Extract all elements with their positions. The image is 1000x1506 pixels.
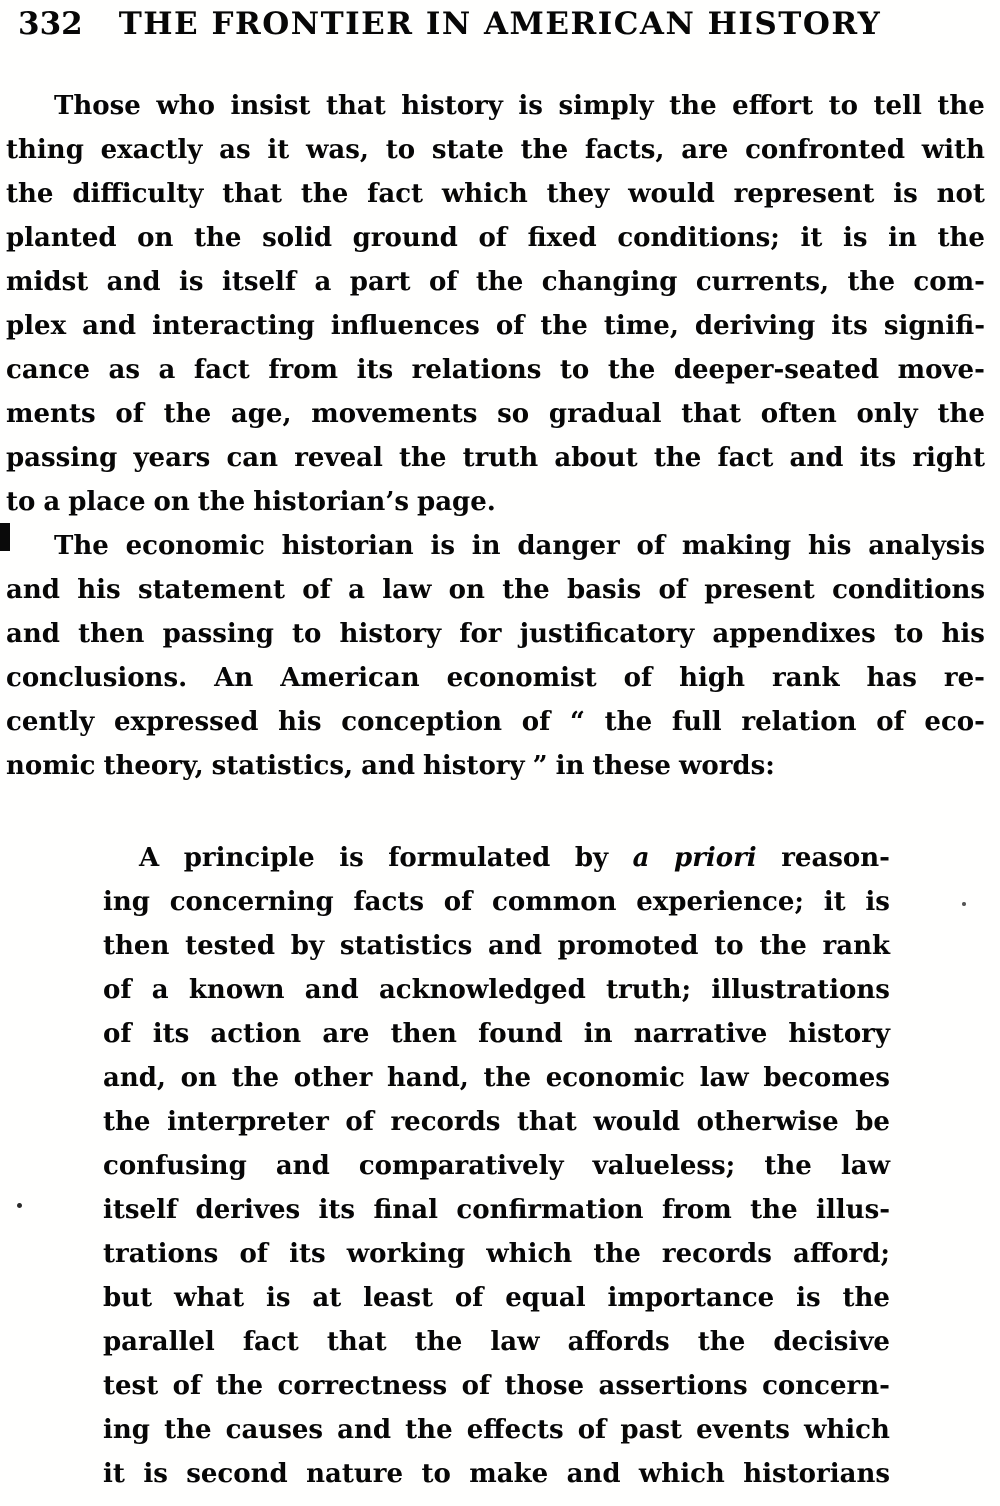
page-body [6, 84, 985, 1496]
text-line: midst and is itself a part of the changing currents, the com- [6, 267, 985, 297]
text-line: passing years can reveal the truth about the fact and its right [6, 443, 985, 473]
text-line: of a known and acknowledged truth; illustrations [103, 975, 890, 1005]
text-line: and, on the other hand, the economic law becomes [103, 1063, 890, 1093]
text-line: thing exactly as it was, to state the facts, are confronted with [6, 135, 985, 165]
text-line: ments of the age, movements so gradual that often only the [6, 399, 985, 429]
text-line: A principle is formulated by a priori reason- [139, 843, 890, 873]
text-line: planted on the solid ground of fixed conditions; it is in the [6, 223, 985, 253]
text-line: of its action are then found in narrative history [103, 1019, 890, 1049]
text-line: cently expressed his conception of “ the full relation of eco- [6, 707, 985, 737]
running-title: THE FRONTIER IN AMERICAN HISTORY [118, 6, 882, 42]
text-line: the difficulty that the fact which they would represent is not [6, 179, 985, 209]
text-line: nomic theory, statistics, and history ” in these words: [6, 751, 775, 781]
page-number: 332 [18, 6, 83, 42]
page-header [0, 4, 1000, 46]
scan-artifact [962, 902, 966, 906]
block-quote [103, 836, 890, 1496]
text-line: The economic historian is in danger of making his analysis [54, 531, 985, 561]
body-paragraph-1 [6, 84, 985, 524]
text-line: cance as a fact from its relations to the deeper-seated move- [6, 355, 985, 385]
text-line: the interpreter of records that would otherwise be [103, 1107, 890, 1137]
scan-artifact [17, 1203, 22, 1208]
scan-artifact [0, 523, 10, 551]
text-line: ing the causes and the effects of past events which [103, 1415, 890, 1445]
text-line: then tested by statistics and promoted to the rank [103, 931, 890, 961]
body-paragraph-2 [6, 524, 985, 788]
text-line: parallel fact that the law affords the decisive [103, 1327, 890, 1357]
text-line: itself derives its final confirmation from the illus- [103, 1195, 890, 1225]
text-line: plex and interacting influences of the time, deriving its signifi- [6, 311, 985, 341]
text-line: to a place on the historian’s page. [6, 487, 496, 517]
text-line: Those who insist that history is simply the effort to tell the [54, 91, 985, 121]
text-line: and then passing to history for justificatory appendixes to his [6, 619, 985, 649]
text-line: trations of its working which the records afford; [103, 1239, 890, 1269]
text-line: and his statement of a law on the basis of present conditions [6, 575, 985, 605]
text-line: confusing and comparatively valueless; the law [103, 1151, 890, 1181]
text-line: ing concerning facts of common experience; it is [103, 887, 890, 917]
text-line: it is second nature to make and which historians [103, 1459, 890, 1489]
text-line: conclusions. An American economist of high rank has re- [6, 663, 985, 693]
text-line: but what is at least of equal importance is the [103, 1283, 890, 1313]
text-line: test of the correctness of those assertions concern- [103, 1371, 890, 1401]
